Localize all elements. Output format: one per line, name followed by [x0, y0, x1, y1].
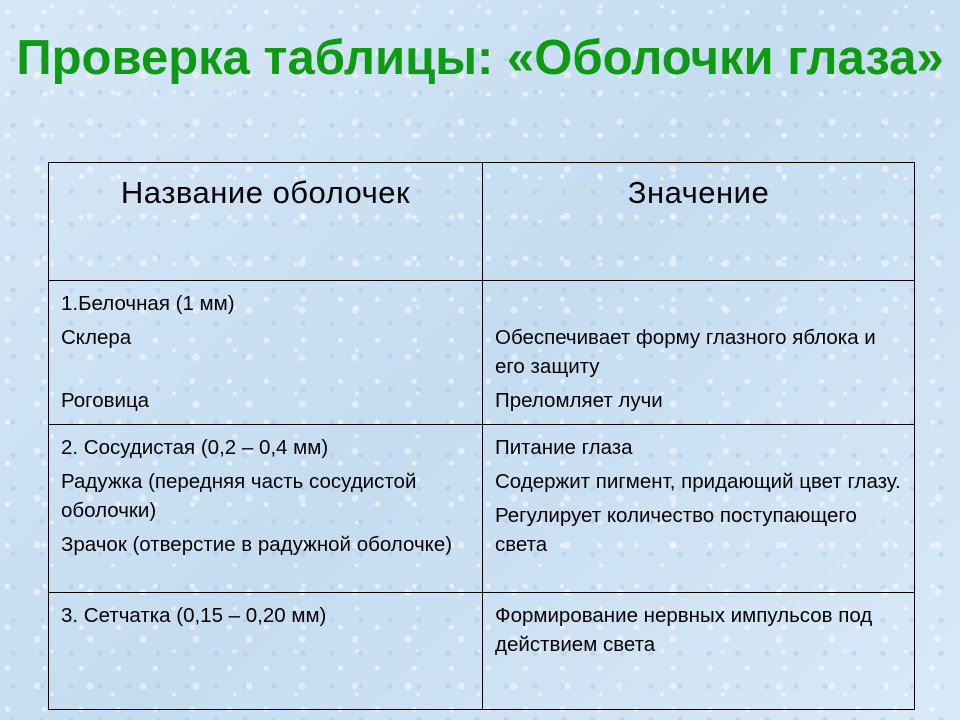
eye-membranes-table [48, 162, 915, 710]
row-1-right-cell [483, 281, 915, 425]
row-1-left-cell [49, 281, 483, 425]
table-row [49, 425, 915, 593]
table-row [49, 281, 915, 425]
cell-text: Радужка (передняя часть сосудистой оболочки) [61, 470, 417, 522]
page-title: Проверка таблицы: «Оболочки глаза» [16, 31, 944, 85]
row-2-right-cell [483, 425, 915, 593]
table-row [49, 593, 915, 710]
cell-text: Склера [61, 326, 132, 349]
cell-text: 1.Белочная (1 мм) [61, 292, 235, 315]
header-membrane-name: Название оболочек [49, 163, 483, 281]
cell-text: Питание глаза [495, 436, 633, 459]
row-2-left-cell [49, 425, 483, 593]
cell-text: Обеспечивает форму глазного яблока и его защиту [495, 326, 876, 378]
cell-text: Содержит пигмент, придающий цвет глазу. [495, 470, 901, 493]
cell-text: Зрачок (отверстие в радужной оболочке) [61, 533, 453, 556]
cell-text: Роговица [61, 389, 150, 412]
cell-text: Преломляет лучи [495, 389, 663, 412]
cell-text: Формирование нервных импульсов под действием света [495, 604, 873, 656]
cell-text: 2. Сосудистая (0,2 – 0,4 мм) [61, 436, 329, 459]
header-function: Значение [483, 163, 915, 281]
row-3-left-cell [49, 593, 483, 710]
table-header-row [49, 163, 915, 281]
cell-text: 3. Сетчатка (0,15 – 0,20 мм) [61, 604, 327, 627]
cell-text: Регулирует количество поступающего света [495, 504, 857, 556]
row-3-right-cell [483, 593, 915, 710]
